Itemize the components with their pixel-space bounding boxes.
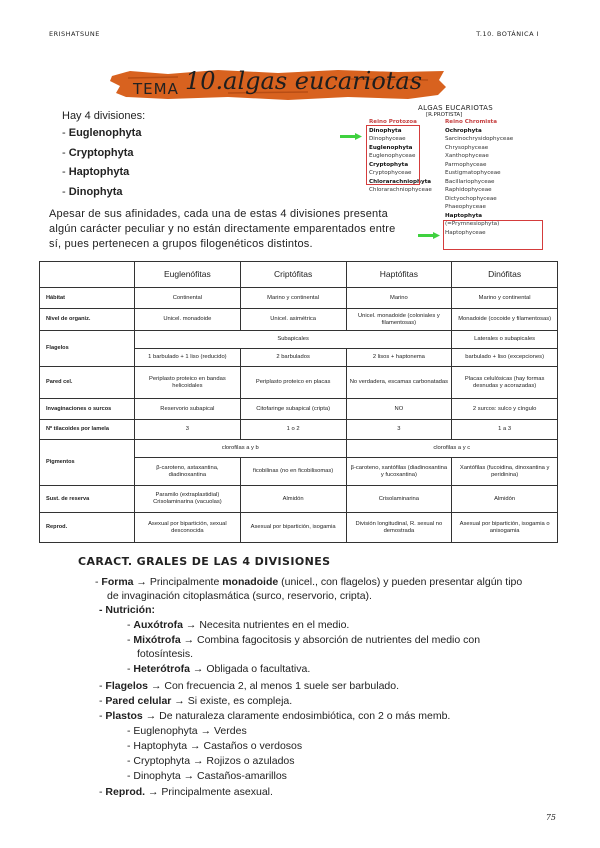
table-cell: Reservorio subapical	[135, 399, 241, 420]
table-cell: 1 barbulado + 1 liso (reducido)	[135, 349, 241, 367]
page-title: 10.algas eucariotas	[185, 67, 423, 95]
text: Haptophyta	[133, 740, 188, 752]
list-item: Chlorarachniophyceae	[369, 187, 432, 193]
table-cell: 1 a 3	[452, 420, 558, 440]
table-row	[40, 288, 558, 309]
list-item: Cryptophyta	[369, 161, 409, 168]
table-cell: Almidón	[452, 486, 558, 513]
text: Verdes	[214, 725, 247, 737]
table-cell: Marino y continental	[452, 288, 558, 309]
text: → De naturaleza claramente endosimbiótica, con 2 o más memb.	[142, 710, 451, 722]
row-label: Reprod.	[40, 513, 135, 543]
text: → Principalmente	[133, 576, 223, 588]
forma-line-2: de invaginación citoplasmática (surco, reservorio, cripta).	[107, 590, 372, 602]
table-cell: Unicel. monadoide	[135, 309, 241, 331]
term: Pared celular	[105, 695, 172, 707]
table-cell: No verdadera, escamas carbonatadas	[346, 367, 452, 399]
list-item: - Euglenophyta	[62, 124, 141, 144]
term: monadoide	[222, 576, 279, 588]
table-cell: Marino y continental	[240, 288, 346, 309]
pared-line: - Pared celular → Si existe, es compleja.	[99, 695, 293, 707]
classification-title: ALGAS EUCARIOTAS	[418, 104, 493, 112]
table-cell: Continental	[135, 288, 241, 309]
table-cell: Laterales o subapicales	[452, 331, 558, 349]
table-cell: Asexual por bipartición, isogamia o anisogamia	[452, 513, 558, 543]
haptophyta-highlight-box	[443, 220, 543, 250]
dinophyta-highlight-box	[366, 125, 420, 185]
header-course: T.10. BOTÁNICA I	[476, 30, 539, 38]
table-row	[40, 486, 558, 513]
table-cell: 2 lisos + haptonema	[346, 349, 452, 367]
list-item: Parmophyceae	[445, 161, 487, 168]
table-row	[40, 513, 558, 543]
list-item: Eustigmatophyceae	[445, 170, 501, 176]
table-cell: Crisolaminarina	[346, 486, 452, 513]
list-item: Ochrophyta	[445, 127, 482, 134]
table-header-row	[40, 262, 558, 288]
list-item: - Dinophyta → Castaños-amarillos	[127, 770, 287, 782]
table-row	[40, 399, 558, 420]
list-item: (=Prymnesiophyta)	[445, 221, 500, 227]
row-label: Pigmentos	[40, 440, 135, 486]
arrow-right-icon	[418, 232, 440, 239]
table-cell: Paramilo (extraplastidial) Crisolaminarina (vacuolas)	[135, 486, 241, 513]
classification-subtitle: [R.PROTISTA]	[426, 112, 463, 118]
table-cell: Monadoide (cocoide y filamentosas)	[452, 309, 558, 331]
text: Castaños-amarillos	[197, 770, 287, 782]
text: Cryptophyta	[133, 755, 191, 767]
text: → Con frecuencia 2, al menos 1 suele ser barbulado.	[148, 680, 400, 692]
list-item: - Dinophyta	[62, 183, 141, 203]
table-cell: Asexual por bipartición, sexual desconocida	[135, 513, 241, 543]
list-item: Raphidophyceae	[445, 187, 492, 193]
table-cell: División longitudinal, R. sexual no demostrada	[346, 513, 452, 543]
list-item: Dictyochophyceae	[445, 195, 497, 202]
table-cell: Periplasto proteico en placas	[240, 367, 346, 399]
table-cell: Placas celulósicas (hay formas desnudas y acorazadas)	[452, 367, 558, 399]
row-label: Nivel de organiz.	[40, 309, 135, 331]
row-label: Invaginaciones o surcos	[40, 399, 135, 420]
table-cell: 2 surcos: sulco y cíngulo	[452, 399, 558, 420]
term: Forma	[101, 576, 134, 588]
term: Nutrición:	[105, 604, 155, 616]
forma-line: - Forma → Principalmente monadoide (unicel., con flagelos) y pueden presentar algún tipo	[95, 576, 523, 588]
table-row	[40, 331, 558, 349]
chromista-heading: Reino Chromista	[445, 119, 498, 125]
table-cell: 3	[135, 420, 241, 440]
row-label: Flagelos	[40, 331, 135, 367]
table-row	[40, 420, 558, 440]
intro-paragraph: Apesar de sus afinidades, cada una de estas 4 divisiones presenta algún carácter peculiar y no están directamente emparentados entre sí, pues pertenecen a grupos filogenéticos distintos.	[49, 208, 396, 250]
intro-lead: Hay 4 divisiones:	[62, 110, 146, 122]
list-item: Haptophyta	[445, 212, 483, 219]
table-cell: Asexual por bipartición, isogamia	[240, 513, 346, 543]
table-cell: barbulado + liso (excepciones)	[452, 349, 558, 367]
table-cell: NO	[346, 399, 452, 420]
division-list	[62, 124, 141, 202]
list-item: - Haptophyta	[62, 163, 141, 183]
term: Auxótrofa	[133, 619, 184, 631]
list-item: Dinophyta	[369, 127, 402, 134]
list-item: Chrysophyceae	[445, 144, 489, 151]
auxotrofa-line: - Auxótrofa → Necesita nutrientes en el medio.	[127, 619, 350, 631]
table-cell: Subapicales	[135, 331, 452, 349]
table-cell: Citofaringe subapical (cripta)	[240, 399, 346, 420]
column-header: Criptófitas	[240, 262, 346, 288]
text: Euglenophyta	[133, 725, 198, 737]
table-cell: Periplasto proteico en bandas helicoidales	[135, 367, 241, 399]
text: Rojizos o azulados	[206, 755, 295, 767]
row-label: Sust. de reserva	[40, 486, 135, 513]
list-item: - Cryptophyta	[62, 144, 141, 164]
table-cell: Almidón	[240, 486, 346, 513]
table-corner	[40, 262, 135, 288]
table-row	[40, 440, 558, 458]
table-cell: Xantófilas (fucoidina, dinoxantina y peridinina)	[452, 458, 558, 486]
table-cell: Unicel. asimétrica	[240, 309, 346, 331]
term: Flagelos	[105, 680, 149, 692]
list-item: Sarcinochrysidophyceae	[445, 136, 514, 142]
page-number: 75	[545, 813, 556, 822]
comparison-table	[39, 261, 558, 543]
list-item: Euglenophyceae	[369, 153, 416, 159]
mixotrofa-line-2: fotosíntesis.	[137, 648, 194, 660]
section-title: CARACT. GRALES DE LAS 4 DIVISIONES	[78, 555, 331, 568]
list-item: Chlorarachniophyta	[369, 178, 432, 185]
term: Reprod.	[105, 786, 146, 798]
mixotrofa-line: - Mixótrofa → Combina fagocitosis y absorción de nutrientes del medio con	[127, 634, 481, 646]
table-cell: β-caroteno, xantófilas (diadinoxantina y fucoxantina)	[346, 458, 452, 486]
table-cell: ficobilinas (no en ficobilisomas)	[240, 458, 346, 486]
protozoa-heading: Reino Protozoa	[369, 119, 417, 125]
arrow-right-icon	[340, 133, 362, 140]
list-item: Dinophyceae	[369, 136, 406, 142]
list-item: Haptophyceae	[445, 229, 486, 236]
list-item: Euglenophyta	[369, 144, 413, 151]
table-cell: 1 o 2	[240, 420, 346, 440]
table-cell: 3	[346, 420, 452, 440]
table-cell: Unicel. monadoide (coloniales y filamentosas)	[346, 309, 452, 331]
text: (unicel., con flagelos) y pueden presentar algún tipo	[278, 576, 523, 588]
table-cell: β-caroteno, astaxantina, diadinoxantina	[135, 458, 241, 486]
column-header: Haptófitas	[346, 262, 452, 288]
table-row	[40, 367, 558, 399]
table-cell: 2 barbulados	[240, 349, 346, 367]
text: → Obligada o facultativa.	[190, 663, 311, 675]
text: → Si existe, es compleja.	[171, 695, 293, 707]
table-cell: clorofilas a y c	[346, 440, 558, 458]
heterotrofa-line: - Heterótrofa → Obligada o facultativa.	[127, 663, 311, 675]
title-tema: TEMA	[133, 80, 179, 98]
text: → Combina fagocitosis y absorción de nutrientes del medio con	[180, 634, 481, 646]
term: Mixótrofa	[133, 634, 181, 646]
plastos-line: - Plastos → De naturaleza claramente endosimbiótica, con 2 o más memb.	[99, 710, 451, 722]
list-item: - Haptophyta → Castaños o verdosos	[127, 740, 303, 752]
flagelos-line: - Flagelos → Con frecuencia 2, al menos 1 suele ser barbulado.	[99, 680, 400, 692]
term: Heterótrofa	[133, 663, 191, 675]
text: Dinophyta	[133, 770, 181, 782]
reprod-line: - Reprod. → Principalmente asexual.	[99, 786, 273, 798]
row-label: Pared cel.	[40, 367, 135, 399]
table-cell: clorofilas a y b	[135, 440, 347, 458]
text: → Necesita nutrientes en el medio.	[183, 619, 350, 631]
list-item: - Euglenophyta → Verdes	[127, 725, 247, 737]
list-item: Phaeophyceae	[445, 204, 487, 210]
term: Plastos	[105, 710, 143, 722]
list-item: Bacillariophyceae	[445, 178, 495, 185]
row-label: Hábitat	[40, 288, 135, 309]
column-header: Euglenófitas	[135, 262, 241, 288]
list-item: Xanthophyceae	[445, 153, 489, 159]
table-row	[40, 309, 558, 331]
nutricion-line: - Nutrición:	[99, 604, 155, 616]
list-item: - Cryptophyta → Rojizos o azulados	[127, 755, 295, 767]
row-label: Nº tilacoides por lamela	[40, 420, 135, 440]
text: Castaños o verdosos	[203, 740, 303, 752]
table-cell: Marino	[346, 288, 452, 309]
text: → Principalmente asexual.	[145, 786, 273, 798]
list-item: Cryptophyceae	[369, 170, 412, 176]
header-author: ERISHATSUNE	[49, 30, 100, 38]
column-header: Dinófitas	[452, 262, 558, 288]
